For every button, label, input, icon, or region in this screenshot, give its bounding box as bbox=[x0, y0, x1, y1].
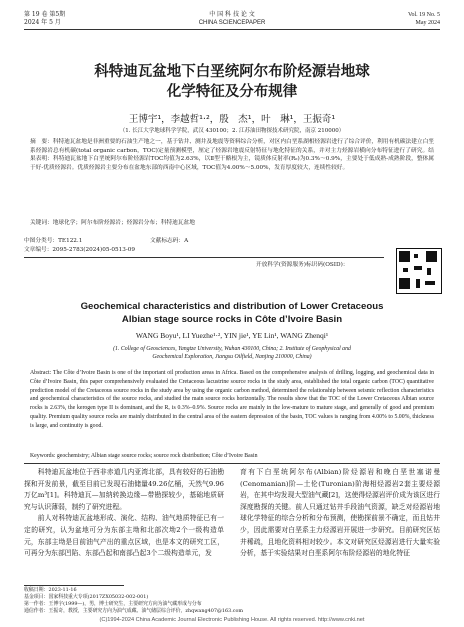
body-column-right: 育有下白垩统阿尔布(Albian)阶烃源岩和晚白垩世塞诺曼(Cenomanian)阶—土伦(Turonian)阶海相烃源岩2套主要烃源岩，在其中均发现大型油气藏[2]，这使得烃源岩评价成为该区进行深度勘探的关键。前人只通过钻井手段油气资源，缺乏对烃源岩地球化学特征的综合分析和分布预测，使勘探前景不确定，而且钻井少，因此需要对白垩系主力烃源岩开展进一步研究。目前研究区钻井稀疏，且地化资料相对较少。本文对研究区烃源岩进行大量实验分析，基于实验结果对白垩系阿尔布阶烃源岩的地化特征 bbox=[240, 468, 440, 558]
affiliation-cn: （1. 长江大学地球科学学院，武汉 430100；2. 江苏油田物探技术研究院，南京 210000） bbox=[119, 128, 345, 134]
title-en-line-2: Albian stage source rocks in Côte d’Ivoire Basin bbox=[121, 314, 343, 325]
document-code: 文献标志码：A bbox=[150, 238, 189, 244]
header-rule bbox=[24, 29, 440, 30]
meta-rule bbox=[24, 257, 384, 258]
affiliation-en-line-1: (1. College of Geosciences, Yangtze University, Wuhan 430100, China; 2. Institute of Geophysical and bbox=[113, 346, 351, 352]
footnote-first-author: 第一作者：王博宇(1999—)，男，博士研究生，主要研究方向为油气藏形成与分布 bbox=[24, 601, 202, 607]
header-volume-en: Vol. 19 No. 5 bbox=[407, 12, 440, 18]
title-cn-line-1: 科特迪瓦盆地下白垩统阿尔布阶烃源岩地球 bbox=[94, 64, 370, 80]
footnote-funding: 基金项目：国家科技重大专项(2017ZX05032-002-001) bbox=[24, 594, 149, 600]
article-number: 文章编号：2095-2783(2024)05-0513-09 bbox=[24, 247, 136, 253]
header-date-cn: 2024 年 5 月 bbox=[24, 19, 61, 26]
abstract-rule bbox=[24, 463, 440, 464]
keywords-en: Keywords: geochemistry; Albian stage source rocks; source rock distribution; Côte d’Ivoire Basin bbox=[30, 453, 258, 459]
authors-en: WANG Boyu¹, LI Yuezhe¹·², YIN jie¹, YE Lin¹, WANG Zhenqi¹ bbox=[135, 331, 329, 340]
header-journal-cn: 中 国 科 技 论 文 bbox=[209, 11, 255, 18]
footnote-corresponding-author: 通信作者：王振奇，教授，主要研究方向为油气成藏、油气储层综合评价，zhqwang407@163.com bbox=[24, 608, 244, 614]
header-volume-cn: 第 19 卷 第5期 bbox=[24, 11, 66, 18]
footnote-rule bbox=[24, 585, 124, 586]
copyright-footer: (C)1994-2024 China Academic Journal Electronic Publishing House. All rights reserved. http://www.cnki.net bbox=[99, 617, 365, 623]
title-cn-line-2: 化学特征及分布规律 bbox=[166, 84, 298, 100]
clc-number: 中图分类号：TE122.1 bbox=[24, 238, 83, 244]
abstract-cn: 摘 要：科特迪瓦盆地是非洲重要的石油生产地之一，基于钻井、测井及地震等资料综合分析，对区内白垩系湖相烃源岩进行了综合评价，利用有机碳法建立白垩系烃源岩总有机碳(total organic carbon，TOC)定量预测模型，厘定了烃源岩地震反射特征与地化特征的关系，并对主力烃源岩横向分布特征进行了研究。结果表明：科特迪瓦盆地下白垩统阿尔布阶烃源岩TOC均值为2.63%，以Ⅱ型干酪根为主，镜质体反射率(Rₒ)为0.3%～0.9%，主要处于低成熟-成熟阶段，整体属于好-优质烃源岩。优质烃源岩主要分布在盆地东部的西南中心区域，TOC值为4.00%～5.00%，发育厚度较大，连续性较好。 bbox=[30, 139, 434, 171]
header-date-en: May 2024 bbox=[415, 20, 440, 26]
abstract-en: Abstract: The Côte d’Ivoire Basin is one of the important oil production areas in Africa. Based on the comprehensive analysis of drilling, logging, and geochemical data in Côte d’Ivoire Basin, this paper comprehensively evaluated the Cretaceous lacustrine source rocks in the study area, established the total organic carbon (TOC) quantitative prediction model of the Cretaceous source rocks in the study area by using the organic carbon method, determined the relationship between seismic reflection characteristics and geochemical characteristics of the source rocks, and studied the main source rocks horizontally. The results show that the TOC of the Lower Cretaceous Albian source rocks is 2.63%, the kerogen type II is dominant, and the Rₒ is 0.3%–0.9%. Source rocks are mainly in the low-mature to mature stage, and generally of good and premium quality. Premium quality source rocks are mainly distributed in the central area of the eastern depression of the basin, TOC values is ranging from 4.00% to 5.00%, thickness is large, and continuity is good. bbox=[30, 370, 434, 429]
affiliation-en-line-2: Geochemical Exploration, Jiangsu Oilfield, Nanjing 210000, China) bbox=[152, 354, 312, 360]
keywords-cn: 关键词：地球化学；阿尔布阶烃源岩；烃源岩分布；科特迪瓦盆地 bbox=[30, 220, 195, 226]
authors-cn: 王博宇¹，李越哲¹·²，殷 杰¹，叶 琳¹，王振奇¹ bbox=[128, 114, 336, 125]
title-en-line-1: Geochemical characteristics and distribution of Lower Cretaceous bbox=[80, 301, 384, 312]
osid-label: 开放科学(资源服务)标识码(OSID)： bbox=[256, 262, 349, 268]
footnote-received: 收稿日期：2023-11-16 bbox=[24, 587, 77, 593]
osid-qr-code[interactable] bbox=[396, 248, 442, 294]
header-journal-en: CHINA SCIENCEPAPER bbox=[198, 20, 266, 26]
body-column-left: 科特迪瓦盆地位于西非赤道几内亚湾北部，具有较好的石油勘探和开发前景，截至目前已发现石油储量49.26亿桶，天然气9.96万亿m³[1]。科特迪瓦—加纳转换边缘—带勘探较少，基础地质研究与认识薄弱，制约了研究进程。 前人对科特迪瓦盆地形成、演化、结构、油气地质特征已有一定的研究，认为盆地可分为东部主坳和北部次坳2个一级构造单元，东部主坳是目前油气产出的重点区域，也是本文的研究工区，可再分为东部凹陷、东部凸起和南部凸起3个二级构造单元，发 bbox=[24, 468, 224, 558]
